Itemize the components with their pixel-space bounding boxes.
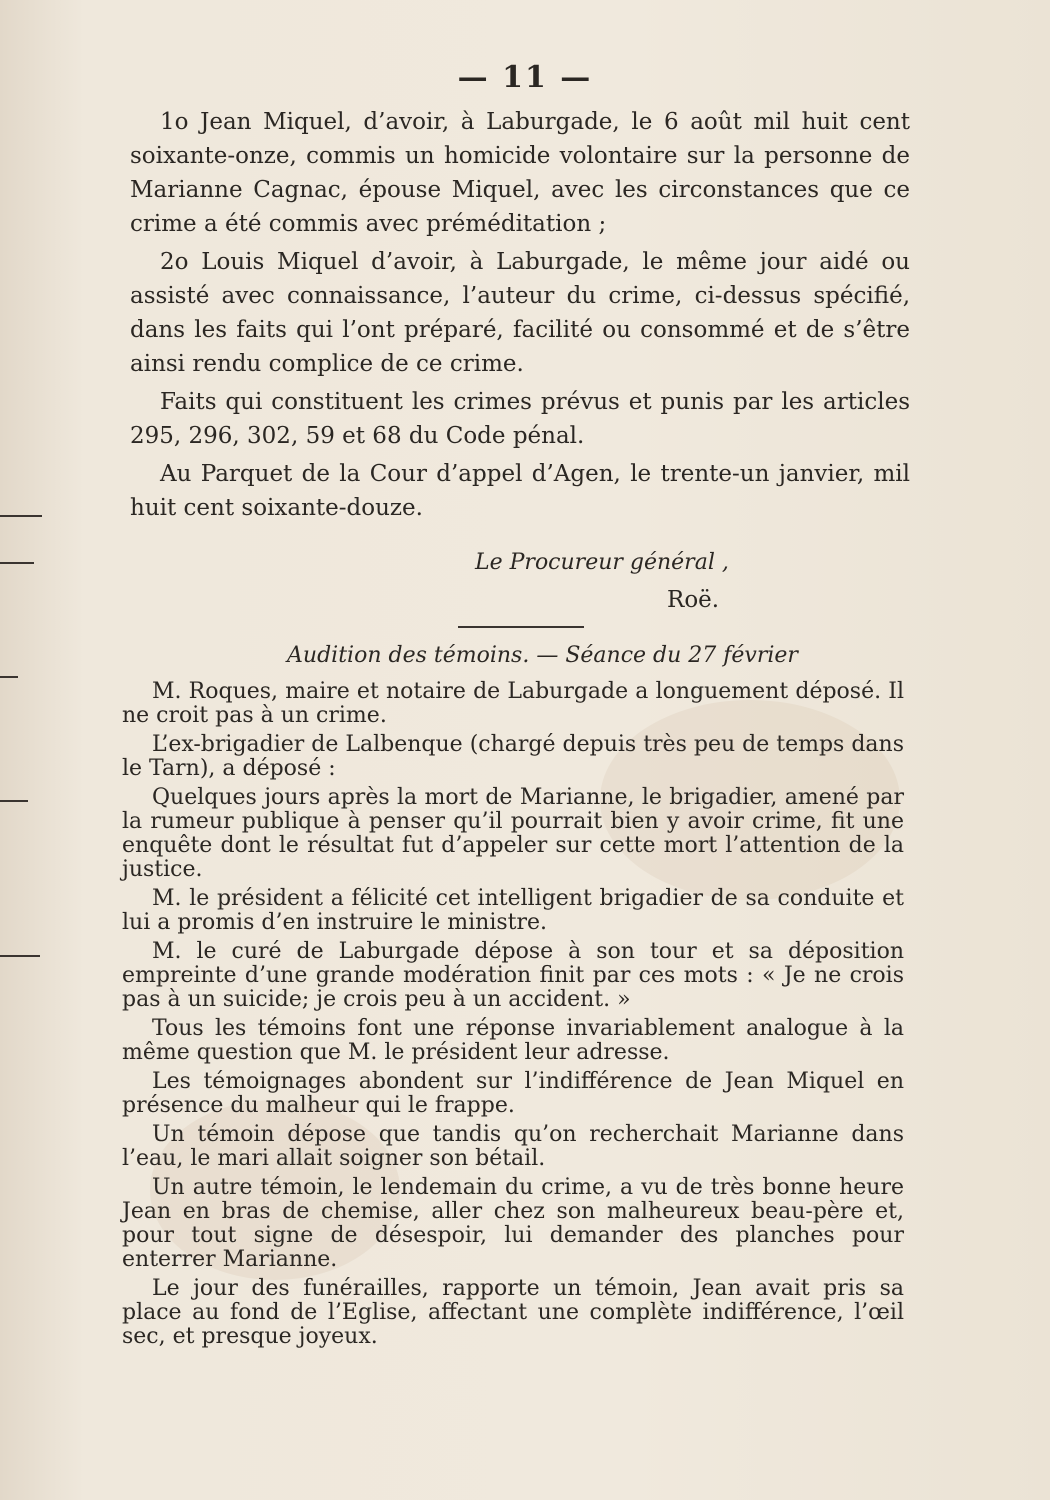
testimony-text	[122, 680, 904, 1354]
section-heading: Audition des témoins. — Séance du 27 février	[287, 643, 798, 668]
page-number: — 11 —	[457, 60, 593, 95]
testimony-paragraph: M. Roques, maire et notaire de Laburgade a longuement déposé. Il ne croit pas à un crime.	[122, 679, 904, 728]
section-divider	[458, 626, 584, 628]
binding-mark	[0, 515, 42, 517]
indictment-text	[130, 105, 910, 529]
signature-title: Le Procureur général ,	[475, 550, 729, 575]
testimony-paragraph: L’ex-brigadier de Lalbenque (chargé depuis très peu de temps dans le Tarn), a déposé :	[122, 732, 904, 781]
charge-paragraph: 2o Louis Miquel d’avoir, à Laburgade, le même jour aidé ou assisté avec connaissance, l’auteur du crime, ci-dessus spécifié, dans les faits qui l’ont préparé, facilité ou consommé et de s’être ainsi rendu complice de ce crime.	[130, 249, 910, 377]
charge-paragraph: 1o Jean Miquel, d’avoir, à Laburgade, le 6 août mil huit cent soixante-onze, commis un homicide volontaire sur la personne de Marianne Cagnac, épouse Miquel, avec les circonstances que ce crime a été commis avec préméditation ;	[130, 109, 910, 237]
binding-mark	[0, 955, 40, 957]
binding-mark	[0, 676, 18, 678]
binding-mark	[0, 800, 28, 802]
testimony-paragraph: Les témoignages abondent sur l’indifférence de Jean Miquel en présence du malheur qui le frappe.	[122, 1069, 904, 1118]
testimony-paragraph: M. le curé de Laburgade dépose à son tour et sa déposition empreinte d’une grande modération finit par ces mots : « Je ne crois pas à un suicide; je crois peu à un accident. »	[122, 939, 904, 1012]
testimony-paragraph: M. le président a félicité cet intelligent brigadier de sa conduite et lui a promis d’en instruire le ministre.	[122, 886, 904, 935]
testimony-paragraph: Un autre témoin, le lendemain du crime, a vu de très bonne heure Jean en bras de chemise, aller chez son malheureux beau-père et, pour tout signe de désespoir, lui demander des planches pour enterrer Marianne.	[122, 1175, 904, 1272]
binding-mark	[0, 562, 34, 564]
charge-paragraph: Au Parquet de la Cour d’appel d’Agen, le trente-un janvier, mil huit cent soixante-douze.	[130, 461, 910, 521]
signature-name: Roë.	[667, 587, 720, 613]
charge-paragraph: Faits qui constituent les crimes prévus et punis par les articles 295, 296, 302, 59 et 68 du Code pénal.	[130, 389, 910, 449]
testimony-paragraph: Un témoin dépose que tandis qu’on recherchait Marianne dans l’eau, le mari allait soigner son bétail.	[122, 1122, 904, 1171]
testimony-paragraph: Tous les témoins font une réponse invariablement analogue à la même question que M. le président leur adresse.	[122, 1016, 904, 1065]
testimony-paragraph: Le jour des funérailles, rapporte un témoin, Jean avait pris sa place au fond de l’Eglise, affectant une complète indifférence, l’œil sec, et presque joyeux.	[122, 1276, 904, 1349]
testimony-paragraph: Quelques jours après la mort de Marianne, le brigadier, amené par la rumeur publique à penser qu’il pourrait bien y avoir crime, fit une enquête dont le résultat fut d’appeler sur cette mort l’attention de la justice.	[122, 785, 904, 882]
